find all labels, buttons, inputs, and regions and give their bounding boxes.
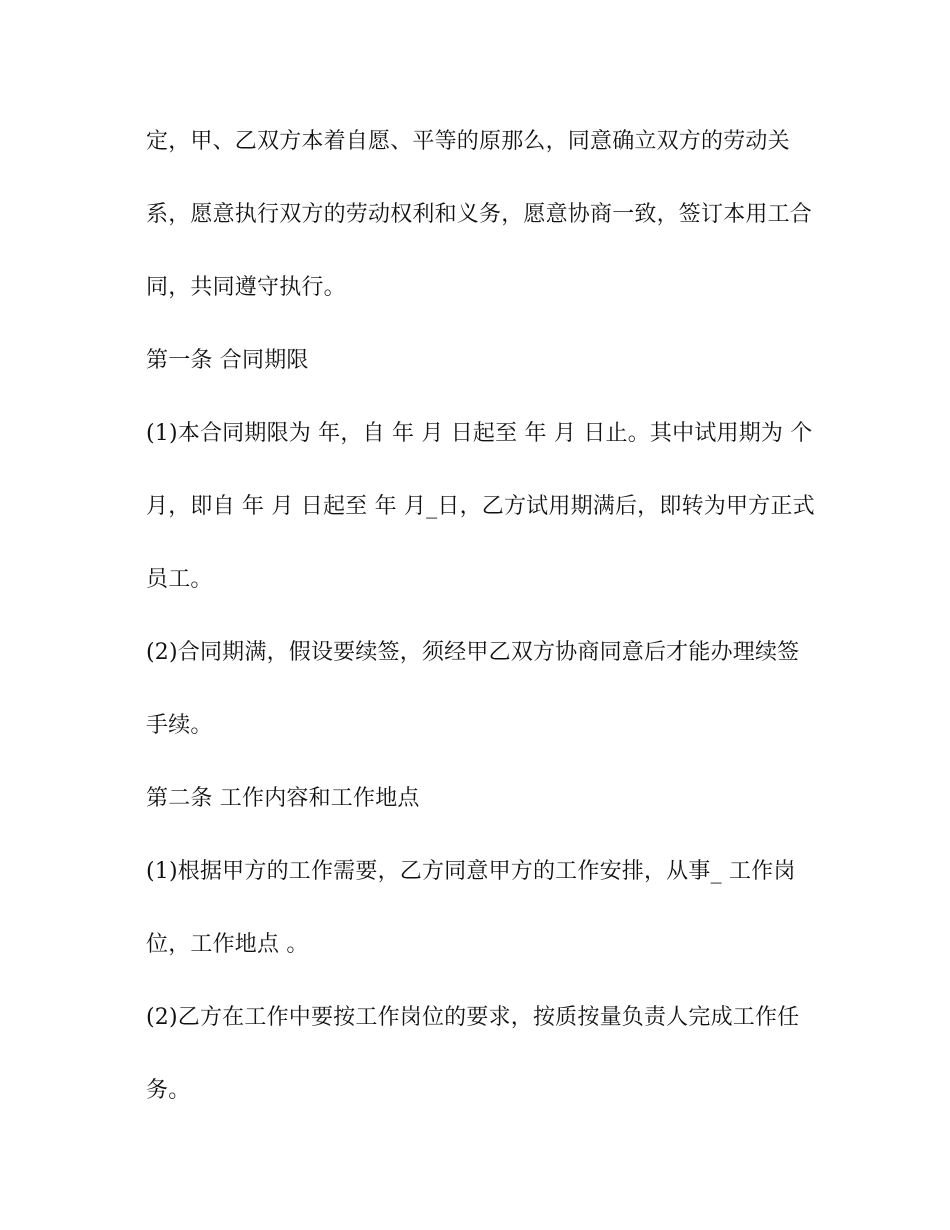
text-line: 月，即自 年 月 日起至 年 月_日，乙方试用期满后，即转为甲方正式 <box>146 494 815 519</box>
text-line: 员工。 <box>146 567 213 592</box>
contract-text <box>146 119 816 1141</box>
text-line: 同，共同遵守执行。 <box>146 275 346 300</box>
text-line: 务。 <box>146 1078 191 1103</box>
text-line: (1)根据甲方的工作需要，乙方同意甲方的工作安排，从事_ 工作岗 <box>146 859 796 884</box>
text-line: 手续。 <box>146 713 213 738</box>
text-line: (1)本合同期限为 年，自 年 月 日起至 年 月 日止。其中试用期为 个 <box>146 421 813 446</box>
text-line: 位，工作地点 。 <box>146 932 309 957</box>
text-line: (2)合同期满，假设要续签，须经甲乙双方协商同意后才能办理续签 <box>146 640 800 665</box>
text-line: 定，甲、乙双方本着自愿、平等的原那么，同意确立双方的劳动关 <box>146 129 790 154</box>
section-heading-work: 第二条 工作内容和工作地点 <box>146 786 420 811</box>
text-line: 系，愿意执行双方的劳动权利和义务，愿意协商一致，签订本用工合 <box>146 202 813 227</box>
text-line: (2)乙方在工作中要按工作岗位的要求，按质按量负责人完成工作任 <box>146 1005 800 1030</box>
section-heading-term: 第一条 合同期限 <box>146 348 309 373</box>
